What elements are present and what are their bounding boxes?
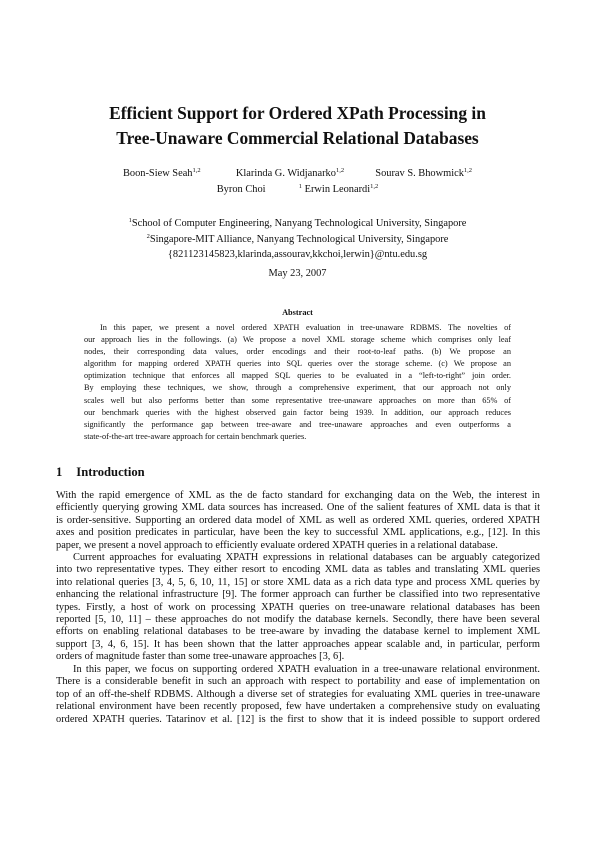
body-line: relational environment have been recently proposed, few have undertaken a comprehensive study on evaluating (56, 701, 540, 713)
abstract-line: our approach lies in the followings. (a) We propose a novel XML storage scheme which comprises only leaf (84, 335, 511, 345)
author-affil-sup: 1,2 (335, 167, 345, 174)
abstract-body (84, 322, 511, 443)
body-line: top of an off-the-shelf RDBMS. Although a diverse set of strategies for evaluating XML queries in tree-unaware (56, 688, 540, 700)
paper-title (0, 101, 595, 151)
author-row-1 (0, 166, 595, 182)
body-line: Current approaches for evaluating XPATH expressions in relational databases can be arguably categorized (73, 552, 540, 563)
body-line: efficiently querying growing XML data sources has increased. One of the salient features of XML data is that it (56, 502, 540, 514)
author-list (0, 166, 595, 198)
body-line: support [3, 4, 6, 15]. It has been shown that the latter approaches appear scalable and, in particular, perform (56, 638, 540, 650)
intro-paragraph-2 (56, 552, 540, 664)
body-line: types. Firstly, a host of work on processing XPATH queries on tree-unaware relational databases has been (56, 601, 540, 613)
author-name: Klarinda G. Widjanarko (235, 168, 336, 179)
body-line: into two representative types. They either resort to encoding XML data as tables and translating XML queries (56, 564, 540, 576)
body-line: is order-sensitive. Supporting an ordered data model of XML as well as ordered XML queries, ordered XPATH (56, 514, 540, 526)
affil-text: Singapore-MIT Alliance, Nanyang Technological University, Singapore (149, 233, 449, 245)
body-line: enhancing the relational infrastructure [9]. The former approach can further be classified into two representative (56, 589, 540, 601)
abstract-line: nodes, their corresponding data values, order encodings and their root-to-leaf paths. (b) We propose an (84, 347, 511, 357)
affiliation-2 (0, 232, 595, 248)
abstract-line: state-of-the-art tree-aware approach for certain benchmark queries. (84, 431, 307, 441)
abstract-line: significantly the performance gap between tree-aware and tree-unaware approaches and even outperforms a (84, 419, 511, 429)
body-line: With the rapid emergence of XML as the de facto standard for exchanging data on the Web, the interest in (56, 490, 540, 501)
body-line: There is a considerable benefit in such an approach with respect to portability and ease of implementation on (56, 676, 540, 688)
author-name: Boon-Siew Seah (122, 168, 193, 179)
author-affil-sup: 1,2 (463, 167, 473, 174)
author-name: Erwin Leonardi (304, 184, 371, 195)
abstract-heading: Abstract (282, 308, 313, 317)
body-line: axes and position predicates in particular, have been the key to successful XML applications, e.g., [12]. In this (56, 527, 540, 539)
body-line: In this paper, we focus on supporting ordered XPATH evaluation in a tree-unaware relational environment. (73, 664, 540, 675)
abstract-line: In this paper, we present a novel ordered XPATH evaluation in tree-unaware RDBMS. The novelties of (100, 323, 511, 332)
affil-sup: 2 (146, 232, 150, 240)
affiliation-1 (0, 216, 595, 232)
author-name: Sourav S. Bhowmick (375, 168, 464, 179)
body-line: ordered XPATH queries. Tatarinov et al. [12] is the first to show that it is indeed possible to support ordered (56, 713, 540, 725)
affiliations (0, 216, 595, 263)
intro-paragraph-3 (56, 664, 540, 726)
section-number: 1 (56, 465, 63, 479)
author-affil-sup: 1 (298, 183, 303, 190)
section-title: Introduction (76, 465, 145, 479)
title-line-2: Tree-Unaware Commercial Relational Databases (116, 128, 479, 148)
abstract-line: algorithm for mapping ordered XPATH queries into SQL queries over the storage scheme. (c) We propose an (84, 359, 511, 369)
section-heading (56, 465, 145, 480)
abstract-line: optimization technique that enforces all mapped SQL queries to be evaluated in a “left-to-right” join order. (84, 371, 511, 381)
author-row-2 (0, 182, 595, 198)
author-name: Byron Choi (216, 184, 266, 195)
body-line: orders of magnitude faster than some tree-unaware approaches [3, 6]. (56, 651, 345, 663)
intro-paragraph-1 (56, 490, 540, 552)
abstract-line: By employing these techniques, we show, through a comprehensive experiment, that our approach not only (84, 383, 511, 393)
author-affil-sup: 1,2 (192, 167, 201, 174)
body-line: into relational queries [3, 4, 5, 6, 10, 11, 15] or store XML data as a rich data type and process XML queries by (56, 576, 540, 588)
affil-text: School of Computer Engineering, Nanyang Technological University, Singapore (131, 218, 467, 229)
affil-sup: 1 (128, 217, 132, 224)
paper-date: May 23, 2007 (268, 268, 327, 279)
author-emails: {821123145823,klarinda,assourav,kkchoi,lerwin}@ntu.edu.sg (167, 249, 428, 260)
author-affil-sup: 1,2 (370, 183, 379, 190)
title-line-1: Efficient Support for Ordered XPath Processing in (109, 103, 486, 123)
body-line: efforts on enabling relational databases to be tree-aware by invading the database kernel to implement XML (56, 626, 540, 638)
body-line: paper, we present a novel approach to efficiently evaluate ordered XPATH queries in a relational database. (56, 539, 498, 551)
abstract-line: scales well but also performs better than some representative tree-unaware approaches on more than 65% of (84, 395, 511, 405)
body-line: reported [5, 10, 11] – these approaches do not modify the database kernels. Secondly, there have been several (56, 614, 540, 626)
abstract-line: our benchmark queries with the highest observed gain factor being 1939. In addition, our approach reduces (84, 407, 511, 417)
